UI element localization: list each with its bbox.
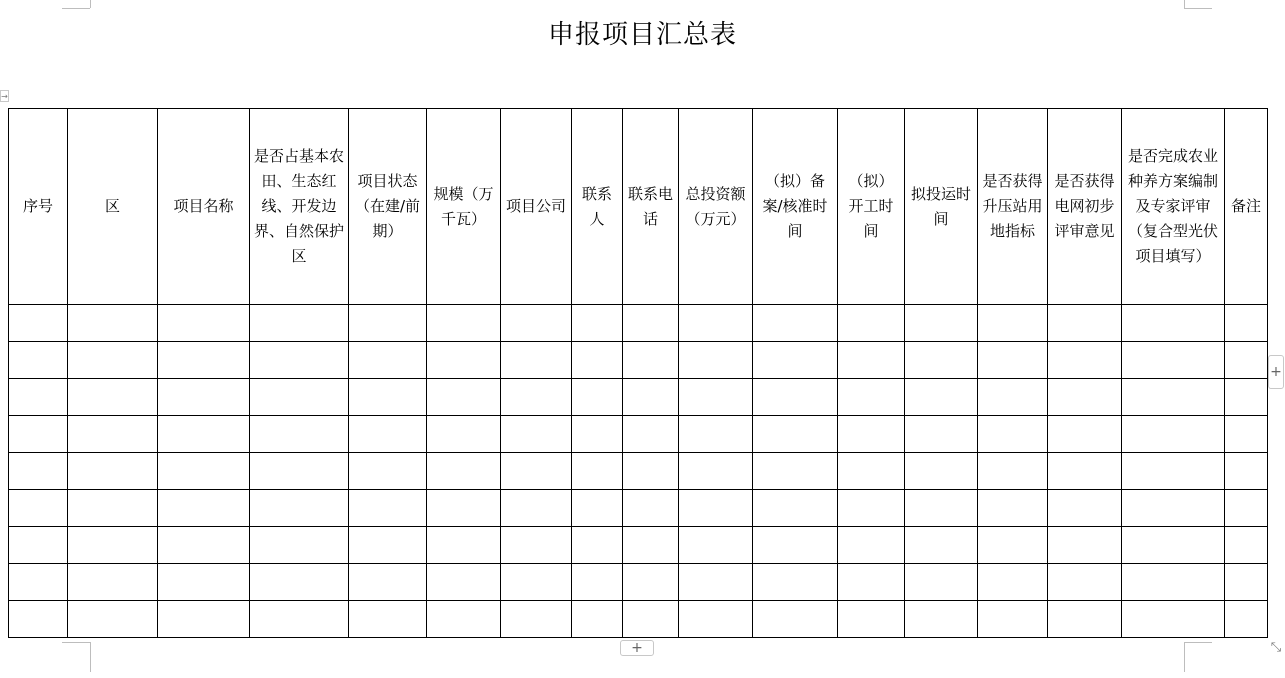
table-cell[interactable]: [1225, 564, 1268, 601]
table-cell[interactable]: [978, 379, 1048, 416]
table-cell[interactable]: [1122, 453, 1225, 490]
table-cell[interactable]: [679, 490, 753, 527]
table-cell[interactable]: [158, 416, 250, 453]
table-cell[interactable]: [753, 490, 838, 527]
table-cell[interactable]: [250, 342, 349, 379]
table-cell[interactable]: [679, 416, 753, 453]
table-cell[interactable]: [349, 601, 427, 638]
table-cell[interactable]: [250, 564, 349, 601]
table-cell[interactable]: [501, 453, 572, 490]
table-cell[interactable]: [753, 601, 838, 638]
column-header-land-restriction[interactable]: 是否占基本农田、生态红线、开发边界、自然保护区: [250, 109, 349, 305]
table-cell[interactable]: [250, 379, 349, 416]
table-cell[interactable]: [905, 342, 978, 379]
table-cell[interactable]: [905, 527, 978, 564]
page-corner-mark: [1184, 8, 1212, 9]
table-cell[interactable]: [623, 342, 679, 379]
table-cell[interactable]: [501, 490, 572, 527]
table-cell[interactable]: [68, 453, 158, 490]
table-cell[interactable]: [838, 305, 905, 342]
project-summary-table: [8, 108, 1268, 638]
table-cell[interactable]: [1048, 601, 1122, 638]
table-cell[interactable]: [978, 564, 1048, 601]
table-cell[interactable]: [978, 305, 1048, 342]
table-cell[interactable]: [68, 342, 158, 379]
table-cell[interactable]: [679, 527, 753, 564]
table-move-handle-icon[interactable]: →: [1, 92, 8, 101]
table-cell[interactable]: [9, 379, 68, 416]
table-cell[interactable]: [250, 527, 349, 564]
table-cell[interactable]: [1122, 379, 1225, 416]
column-header-project-status[interactable]: 项目状态（在建/前期）: [349, 109, 427, 305]
table-resize-handle-icon[interactable]: ⤡: [1270, 640, 1282, 655]
page-corner-mark: [62, 8, 90, 9]
table-cell[interactable]: [158, 564, 250, 601]
table-cell[interactable]: [623, 416, 679, 453]
table-cell[interactable]: [501, 379, 572, 416]
plus-icon: +: [631, 640, 643, 656]
table-cell[interactable]: [978, 342, 1048, 379]
table-cell[interactable]: [753, 342, 838, 379]
column-header-operation-time[interactable]: 拟投运时间: [905, 109, 978, 305]
table-cell[interactable]: [349, 490, 427, 527]
table-cell[interactable]: [623, 453, 679, 490]
table-cell[interactable]: [1225, 601, 1268, 638]
column-header-contact[interactable]: 联系人: [572, 109, 623, 305]
table-cell[interactable]: [427, 601, 501, 638]
table-cell[interactable]: [349, 342, 427, 379]
table-cell[interactable]: [1122, 305, 1225, 342]
table-cell[interactable]: [572, 416, 623, 453]
table-cell[interactable]: [427, 564, 501, 601]
column-header-phone[interactable]: 联系电话: [623, 109, 679, 305]
table-cell[interactable]: [250, 453, 349, 490]
table-cell[interactable]: [572, 379, 623, 416]
table-cell[interactable]: [9, 490, 68, 527]
table-cell[interactable]: [753, 527, 838, 564]
table-cell[interactable]: [572, 527, 623, 564]
table-cell[interactable]: [9, 342, 68, 379]
table-cell[interactable]: [158, 601, 250, 638]
table-cell[interactable]: [905, 601, 978, 638]
table-cell[interactable]: [501, 342, 572, 379]
table-cell[interactable]: [427, 305, 501, 342]
table-cell[interactable]: [349, 305, 427, 342]
table-cell[interactable]: [679, 379, 753, 416]
page-corner-mark: [1184, 642, 1212, 643]
table-cell[interactable]: [1122, 527, 1225, 564]
table-cell[interactable]: [158, 490, 250, 527]
table-cell[interactable]: [1122, 342, 1225, 379]
table-cell[interactable]: [572, 342, 623, 379]
table-cell[interactable]: [1048, 379, 1122, 416]
table-cell[interactable]: [838, 416, 905, 453]
table-cell[interactable]: [349, 564, 427, 601]
table-cell[interactable]: [905, 453, 978, 490]
table-cell[interactable]: [158, 305, 250, 342]
column-header-district[interactable]: 区: [68, 109, 158, 305]
table-cell[interactable]: [1048, 527, 1122, 564]
table-cell[interactable]: [158, 527, 250, 564]
table-cell[interactable]: [68, 527, 158, 564]
table-cell[interactable]: [68, 305, 158, 342]
table-cell[interactable]: [1048, 490, 1122, 527]
table-row: [9, 416, 1268, 453]
table-cell[interactable]: [838, 490, 905, 527]
table-cell[interactable]: [427, 379, 501, 416]
column-header-investment[interactable]: 总投资额（万元）: [679, 109, 753, 305]
add-row-button[interactable]: [620, 640, 654, 656]
table-cell[interactable]: [349, 416, 427, 453]
table-cell[interactable]: [158, 342, 250, 379]
plus-icon: +: [1270, 364, 1282, 380]
table-cell[interactable]: [623, 527, 679, 564]
table-cell[interactable]: [838, 527, 905, 564]
table-cell[interactable]: [250, 305, 349, 342]
table-cell[interactable]: [1225, 416, 1268, 453]
column-header-company[interactable]: 项目公司: [501, 109, 572, 305]
table-cell[interactable]: [838, 601, 905, 638]
table-cell[interactable]: [1225, 490, 1268, 527]
table-cell[interactable]: [623, 490, 679, 527]
table-cell[interactable]: [679, 453, 753, 490]
table-cell[interactable]: [1225, 379, 1268, 416]
table-header-row: [9, 109, 1268, 305]
table-cell[interactable]: [679, 564, 753, 601]
table-row: [9, 490, 1268, 527]
table-cell[interactable]: [158, 453, 250, 490]
page-corner-mark: [1184, 0, 1185, 8]
table-cell[interactable]: [679, 342, 753, 379]
table-cell[interactable]: [905, 305, 978, 342]
column-header-grid-review[interactable]: 是否获得电网初步评审意见: [1048, 109, 1122, 305]
table-cell[interactable]: [1225, 527, 1268, 564]
table-cell[interactable]: [1122, 416, 1225, 453]
column-header-agri-plan[interactable]: 是否完成农业种养方案编制及专家评审（复合型光伏项目填写）: [1122, 109, 1225, 305]
table-cell[interactable]: [623, 601, 679, 638]
table-cell[interactable]: [250, 490, 349, 527]
table-cell[interactable]: [572, 564, 623, 601]
table-cell[interactable]: [427, 342, 501, 379]
table-cell[interactable]: [68, 564, 158, 601]
page-corner-mark: [1184, 642, 1185, 672]
table-cell[interactable]: [572, 490, 623, 527]
table-cell[interactable]: [905, 564, 978, 601]
table-cell[interactable]: [905, 490, 978, 527]
table-cell[interactable]: [9, 601, 68, 638]
table-cell[interactable]: [978, 490, 1048, 527]
table-cell[interactable]: [9, 564, 68, 601]
table-cell[interactable]: [68, 379, 158, 416]
table-cell[interactable]: [1122, 564, 1225, 601]
table-body: [9, 305, 1268, 638]
table-cell[interactable]: [838, 564, 905, 601]
table-row: [9, 564, 1268, 601]
table-cell[interactable]: [250, 416, 349, 453]
column-header-scale[interactable]: 规模（万千瓦）: [427, 109, 501, 305]
table-cell[interactable]: [427, 453, 501, 490]
table-cell[interactable]: [349, 379, 427, 416]
table-cell[interactable]: [753, 416, 838, 453]
table-cell[interactable]: [349, 527, 427, 564]
table-cell[interactable]: [427, 416, 501, 453]
table-cell[interactable]: [501, 601, 572, 638]
document-title: 申报项目汇总表: [547, 20, 737, 50]
table-cell[interactable]: [1122, 490, 1225, 527]
table-row: [9, 305, 1268, 342]
table-cell[interactable]: [753, 305, 838, 342]
table-cell[interactable]: [1048, 453, 1122, 490]
table-row: [9, 453, 1268, 490]
page-corner-mark: [90, 0, 91, 8]
table-cell[interactable]: [427, 527, 501, 564]
column-header-remarks[interactable]: 备注: [1225, 109, 1268, 305]
table-cell[interactable]: [572, 453, 623, 490]
column-header-filing-time[interactable]: （拟）备案/核准时间: [753, 109, 838, 305]
table-cell[interactable]: [250, 601, 349, 638]
table-cell[interactable]: [978, 416, 1048, 453]
table-row: [9, 601, 1268, 638]
table-cell[interactable]: [1048, 305, 1122, 342]
table-cell[interactable]: [68, 601, 158, 638]
table-cell[interactable]: [427, 490, 501, 527]
column-header-start-time[interactable]: （拟）开工时间: [838, 109, 905, 305]
table-cell[interactable]: [838, 379, 905, 416]
table-cell[interactable]: [1048, 342, 1122, 379]
table-cell[interactable]: [501, 564, 572, 601]
table-cell[interactable]: [572, 305, 623, 342]
table-cell[interactable]: [1048, 416, 1122, 453]
page-corner-mark: [90, 642, 91, 672]
table-cell[interactable]: [753, 453, 838, 490]
table-cell[interactable]: [501, 416, 572, 453]
table-cell[interactable]: [9, 416, 68, 453]
table-cell[interactable]: [978, 453, 1048, 490]
table-cell[interactable]: [623, 379, 679, 416]
table-cell[interactable]: [623, 564, 679, 601]
table-cell[interactable]: [1048, 564, 1122, 601]
table-cell[interactable]: [9, 527, 68, 564]
table-cell[interactable]: [623, 305, 679, 342]
table-cell[interactable]: [838, 342, 905, 379]
table-cell[interactable]: [905, 379, 978, 416]
column-header-substation-land[interactable]: 是否获得升压站用地指标: [978, 109, 1048, 305]
page-corner-mark: [62, 642, 90, 643]
table-cell[interactable]: [501, 527, 572, 564]
table-cell[interactable]: [158, 379, 250, 416]
table-cell[interactable]: [753, 564, 838, 601]
table-cell[interactable]: [501, 305, 572, 342]
table-cell[interactable]: [1225, 305, 1268, 342]
table-cell[interactable]: [68, 490, 158, 527]
table-cell[interactable]: [978, 527, 1048, 564]
table-cell[interactable]: [572, 601, 623, 638]
table-row: [9, 527, 1268, 564]
table-cell[interactable]: [1225, 453, 1268, 490]
table-cell[interactable]: [68, 416, 158, 453]
table-row: [9, 379, 1268, 416]
table-cell[interactable]: [838, 453, 905, 490]
table-row: [9, 342, 1268, 379]
add-column-button[interactable]: [1268, 355, 1284, 389]
table-cell[interactable]: [1225, 342, 1268, 379]
table-cell[interactable]: [9, 305, 68, 342]
table-cell[interactable]: [679, 601, 753, 638]
table-cell[interactable]: [978, 601, 1048, 638]
column-header-project-name[interactable]: 项目名称: [158, 109, 250, 305]
column-header-index[interactable]: 序号: [9, 109, 68, 305]
table-cell[interactable]: [905, 416, 978, 453]
table-cell[interactable]: [9, 453, 68, 490]
table-cell[interactable]: [753, 379, 838, 416]
table-cell[interactable]: [349, 453, 427, 490]
table-cell[interactable]: [1122, 601, 1225, 638]
table-cell[interactable]: [679, 305, 753, 342]
